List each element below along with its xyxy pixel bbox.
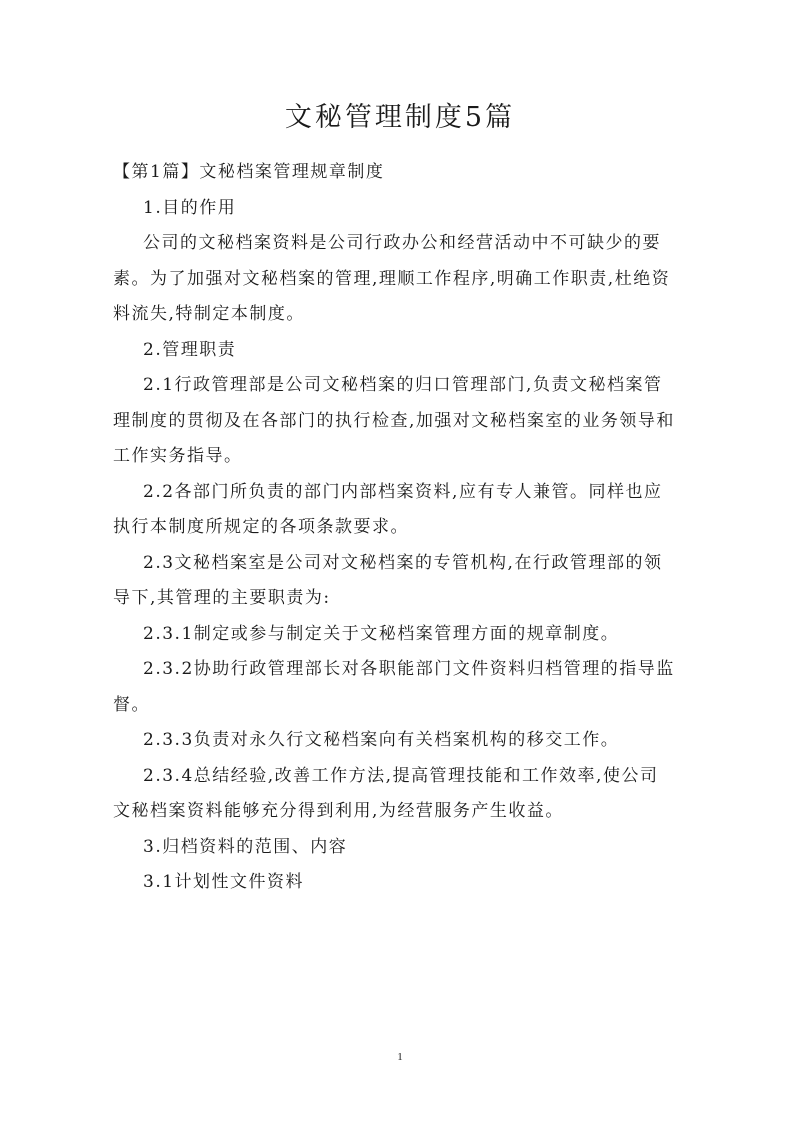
paragraph: 2.3.3负责对永久行文秘档案向有关档案机构的移交工作。	[143, 730, 620, 750]
paragraph: 3.归档资料的范围、内容	[143, 836, 348, 857]
paragraph: 2.1行政管理部是公司文秘档案的归口管理部门,负责文秘档案管理制度的贯彻及在各部门的执行检查,加强对文秘档案室的业务领导和工作实务指导。	[113, 375, 675, 466]
paragraph: 2.管理职责	[143, 339, 237, 360]
paragraph: 2.2各部门所负责的部门内部档案资料,应有专人兼管。同样也应执行本制度所规定的各项条款要求。	[113, 481, 663, 537]
page-number: 1	[397, 1051, 403, 1063]
paragraph: 公司的文秘档案资料是公司行政办公和经营活动中不可缺少的要素。为了加强对文秘档案的管理,理顺工作程序,明确工作职责,杜绝资料流失,特制定本制度。	[113, 233, 671, 324]
paragraph: 1.目的作用	[143, 197, 237, 218]
paragraph: 【第1篇】文秘档案管理规章制度	[113, 162, 385, 182]
document-body	[113, 155, 675, 901]
paragraph: 2.3.1制定或参与制定关于文秘档案管理方面的规章制度。	[143, 623, 620, 644]
paragraph: 2.3.4总结经验,改善工作方法,提高管理技能和工作效率,使公司文秘档案资料能够充分得到利用,为经营服务产生收益。	[113, 765, 659, 821]
paragraph: 2.3.2协助行政管理部长对各职能部门文件资料归档管理的指导监督。	[113, 659, 675, 715]
paragraph: 3.1计划性文件资料	[143, 872, 305, 892]
paragraph: 2.3文秘档案室是公司对文秘档案的专管机构,在行政管理部的领导下,其管理的主要职责为:	[113, 552, 663, 608]
document-title: 文秘管理制度5篇	[284, 102, 516, 133]
